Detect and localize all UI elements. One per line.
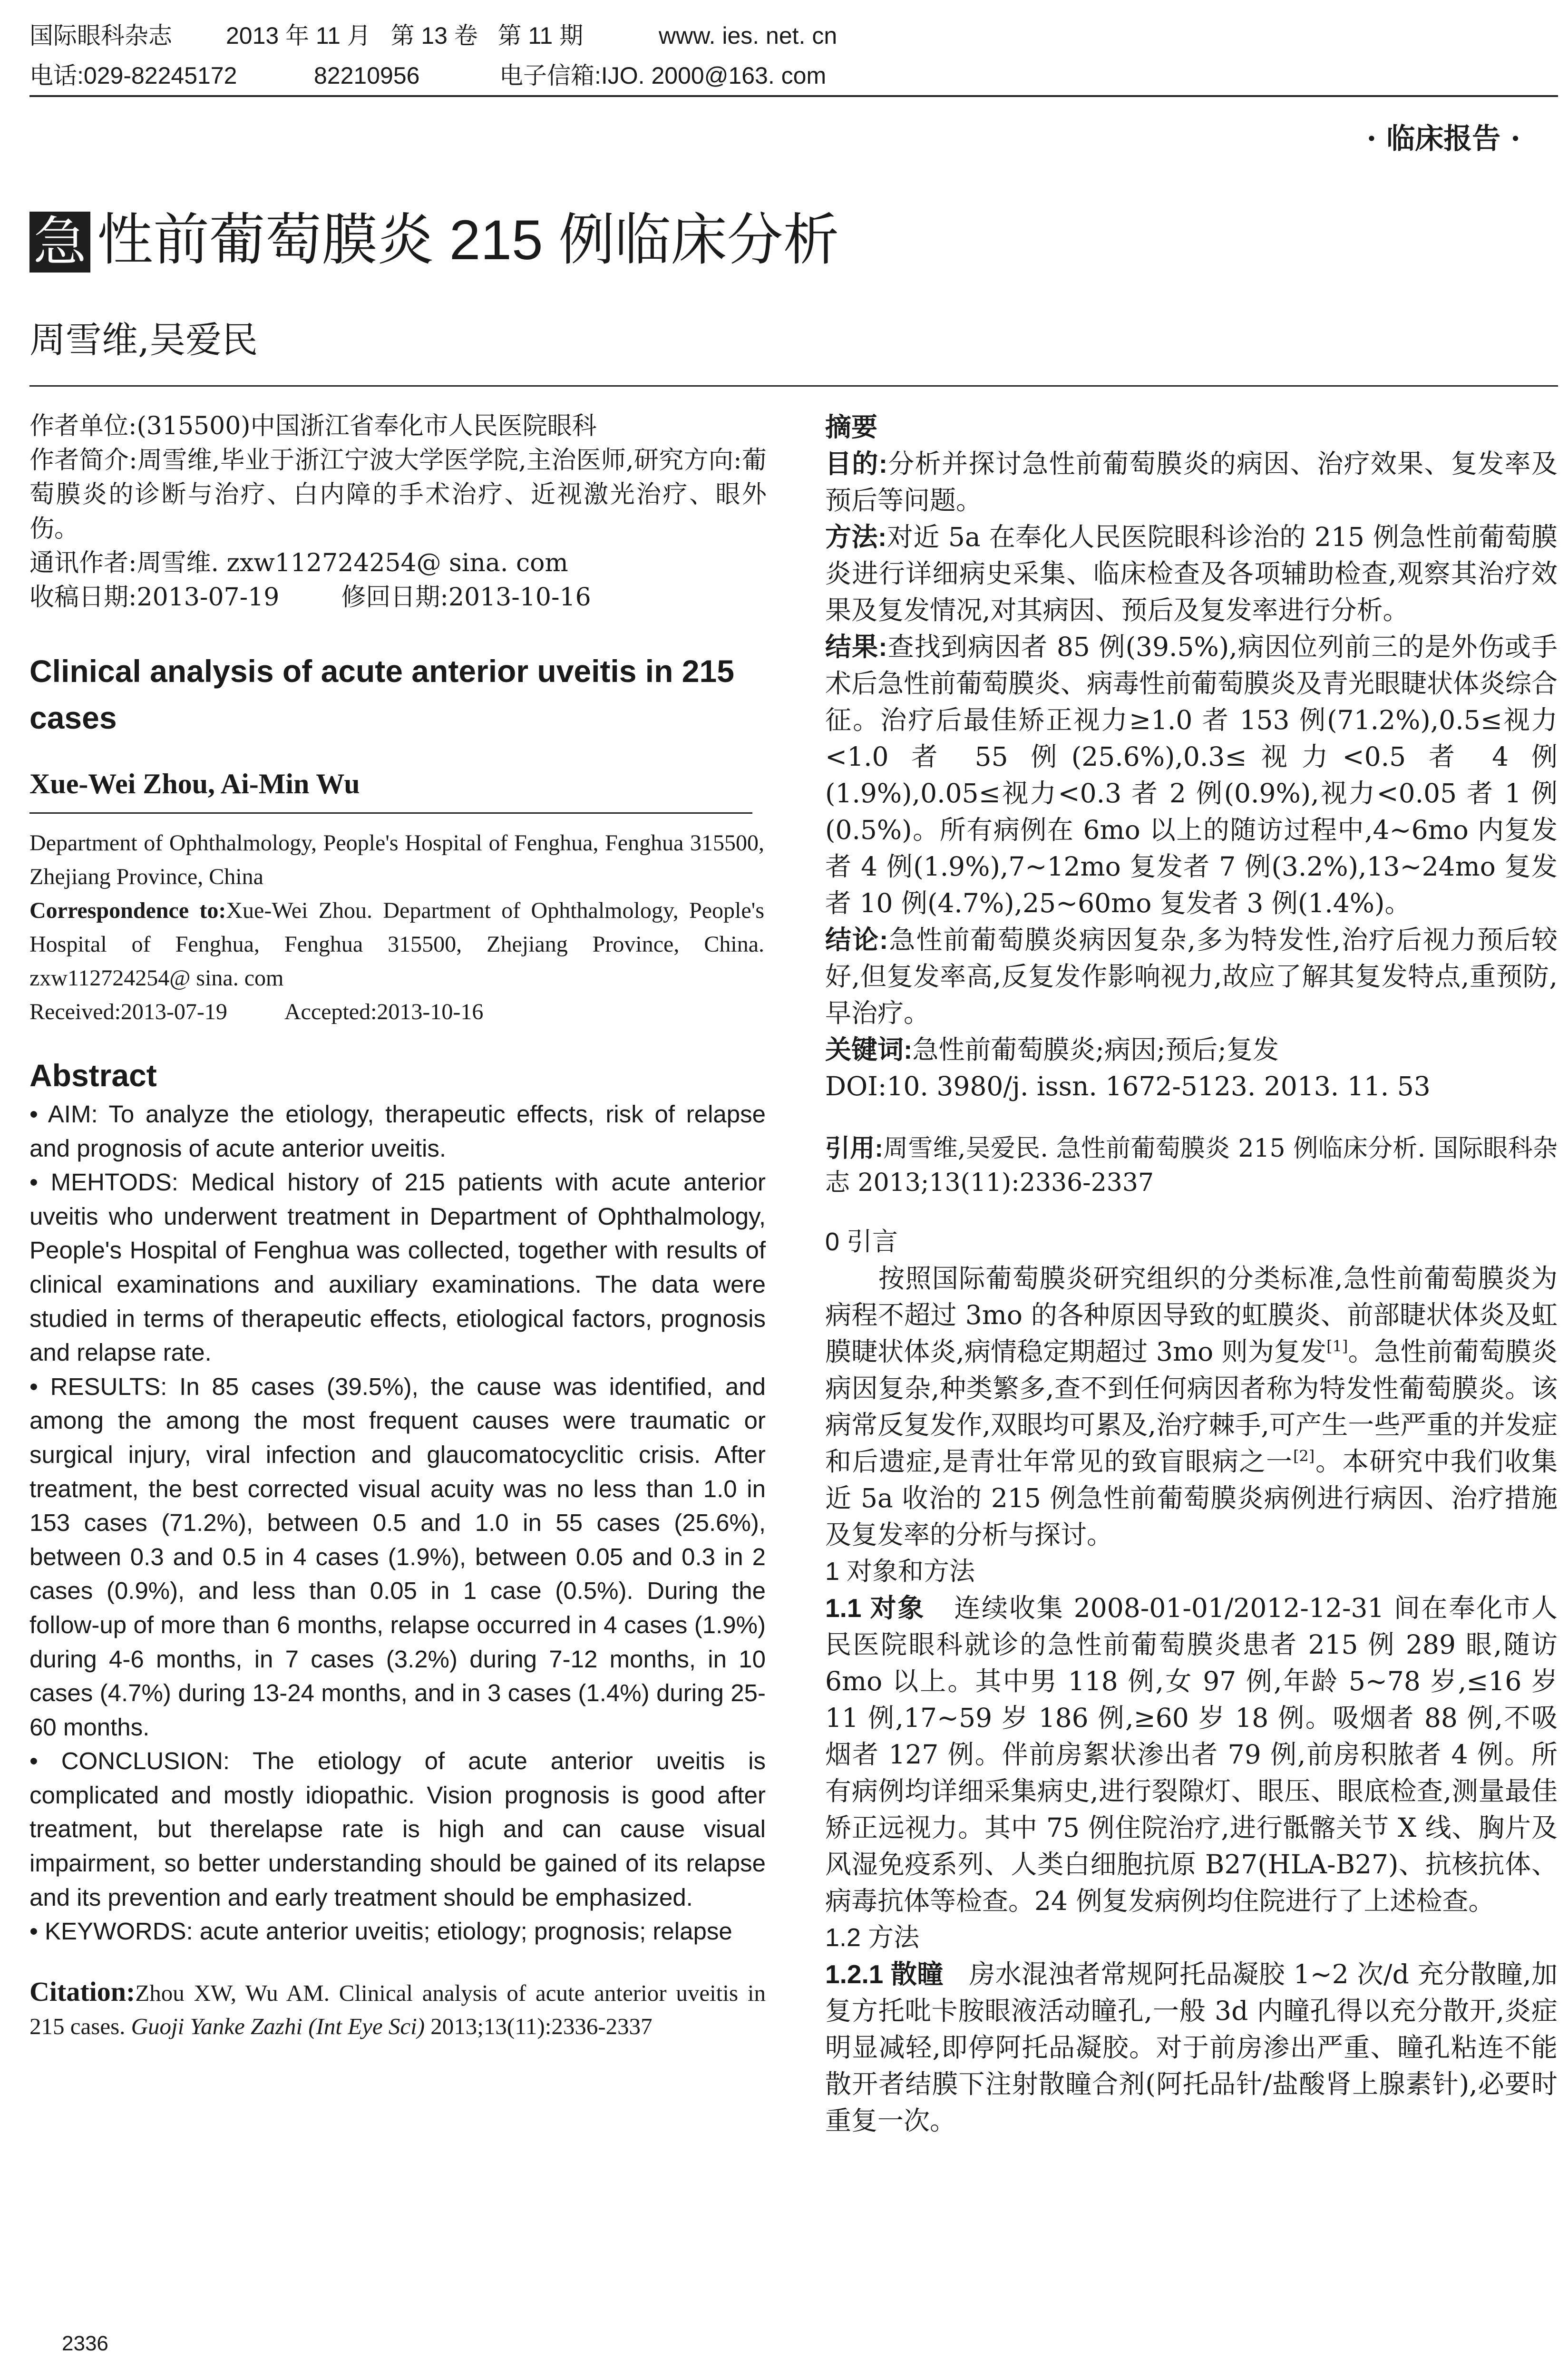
author-info [29, 409, 767, 614]
title-rule [29, 385, 1558, 387]
revised-label: 修回日期: [341, 583, 448, 612]
english-dates [29, 995, 764, 1029]
abstract-keywords: • KEYWORDS: acute anterior uveitis; etiology; prognosis; relapse [29, 1918, 732, 1945]
english-citation: Citation:Zhou XW, Wu AM. Clinical analysis of acute anterior uveitis in 215 cases. Guoji Yanke Zazhi (Int Eye Sci) 2013;13(11):2336-2337 [29, 1976, 766, 2039]
intro-heading: 0 引言 [825, 1227, 898, 1256]
received-label: 收稿日期: [29, 583, 137, 612]
section-1-1: 1.1 对象 连续收集 2008-01-01/2012-12-31 间在奉化市人民医院眼科就诊的急性前葡萄膜炎患者 215 例 289 眼,随访 6mo 以上。其中男 118 例,女 97 例,年龄 5~78 岁,≤16 岁 11 例,17~59 岁 186 例,≥60 岁 18 例。吸烟者 88 例,不吸烟者 127 例。伴前房絮状渗出者 79 例,前房积脓者 4 例。所有病例均详细采集病史,进行裂隙灯、眼压、眼底检查,测量最佳矫正远视力。其中 75 例住院治疗,进行骶髂关节 X 线、胸片及风湿免疫系列、人类白细胞抗原 B27(HLA-B27)、抗核抗体、病毒抗体等检查。24 例复发病例均住院进行了上述检查。 [825, 1593, 1558, 1916]
department: Department of Ophthalmology, People's Hospital of Fenghua, Fenghua 315500, Zhejiang Province, China [29, 830, 764, 889]
zh-keywords: 关键词:急性前葡萄膜炎;病因;预后;复发 [825, 1034, 1279, 1065]
zh-citation: 引用:周雪维,吴爱民. 急性前葡萄膜炎 215 例临床分析. 国际眼科杂志 2013;13(11):2336-2337 [825, 1134, 1558, 1197]
journal-website: www. ies. net. cn [659, 22, 838, 49]
abstract-methods: • MEHTODS: Medical history of 215 patients with acute anterior uveitis who underwent treatment in Department of Ophthalmology, People's Hospital of Fenghua was collected, together with results of clinical examinations and auxiliary examinations. The data were studied in terms of therapeutic effects, etiological factors, prognosis and relapse rate. [29, 1169, 766, 1366]
page-number: 2336 [62, 2332, 108, 2355]
ref-1[interactable]: [1] [1326, 1337, 1348, 1355]
abstract-heading: Abstract [29, 1058, 157, 1093]
page-title: 性前葡萄膜炎 215 例临床分析 [97, 209, 839, 272]
revised-date: 2013-10-16 [448, 583, 591, 612]
english-authors-rule [29, 812, 752, 814]
journal-phone-2: 82210956 [314, 62, 420, 89]
authors-zh: 周雪维,吴爱民 [29, 319, 258, 361]
journal-phone: 电话:029-82245172 [29, 62, 237, 89]
received-date: 2013-07-19 [136, 583, 280, 612]
section-1-2-heading: 1.2 方法 [825, 1923, 920, 1952]
english-abstract [29, 1097, 766, 1948]
english-correspondence: Correspondence to:Xue-Wei Zhou. Department of Ophthalmology, People's Hospital of Fenghua, Fenghua 315500, Zhejiang Province, China. zxw112724254@ sina. com [29, 898, 765, 991]
section-1-2-1: 1.2.1 散瞳 房水混浊者常规阿托品凝胶 1~2 次/d 充分散瞳,加复方托吡卡胺眼液活动瞳孔,一般 3d 内瞳孔得以充分散开,炎症明显减轻,即停阿托品凝胶。对于前房渗出严重、瞳孔粘连不能散开者结膜下注射散瞳合剂(阿托品针/盐酸肾上腺素针),必要时重复一次。 [825, 1959, 1558, 2136]
english-received: Received:2013-07-19 [29, 999, 227, 1024]
correspondence-label: Correspondence to: [29, 898, 226, 923]
author-bio: 作者简介:周雪维,毕业于浙江宁波大学医学院,主治医师,研究方向:葡萄膜炎的诊断与治疗、白内障的手术治疗、近视激光治疗、眼外伤。 [29, 446, 767, 543]
english-accepted: Accepted:2013-10-16 [284, 999, 484, 1024]
ref-2[interactable]: [2] [1293, 1447, 1315, 1465]
abstract-conclusion: • CONCLUSION: The etiology of acute anterior uveitis is complicated and mostly idiopathic. Vision prognosis is good after treatment, but therelapse rate is high and can cause visual impairment, so better understanding should be gained of its relapse and its prevention and early treatment should be emphasized. [29, 1747, 766, 1911]
section-tag: · 临床报告 · [1366, 122, 1520, 156]
abstract-results: • RESULTS: In 85 cases (39.5%), the cause was identified, and among the among the most frequent causes were traumatic or surgical injury, viral infection and glaucomatocyclitic crisis. After treatment, the best corrected visual acuity was no less than 1.0 in 153 cases (71.2%), between 0.5 and 1.0 in 55 cases (25.6%), between 0.3 and 0.5 in 4 cases (1.9%), between 0.05 and 0.3 in 2 cases (0.9%), and less than 0.05 in 1 case (0.5%). During the follow-up of more than 6 months, relapse occurred in 4 cases (1.9%) during 4-6 months, in 7 cases (3.2%) during 7-12 months, in 10 cases (4.7%) during 13-24 months, and in 3 cases (1.4%) during 25-60 months. [29, 1373, 766, 1741]
title-first-char: 急 [29, 212, 90, 273]
author-correspondence: 通讯作者:周雪维. zxw112724254@ sina. com [29, 549, 568, 577]
author-unit: 作者单位:(315500)中国浙江省奉化市人民医院眼科 [29, 412, 597, 440]
journal-name: 国际眼科杂志 [29, 22, 172, 49]
chinese-abstract [825, 409, 1558, 1105]
citation-label: Citation: [29, 1976, 136, 2007]
intro-paragraph: 按照国际葡萄膜炎研究组织的分类标准,急性前葡萄膜炎为病程不超过 3mo 的各种原因导致的虹膜炎、前部睫状体炎及虹膜睫状体炎,病情稳定期超过 3mo 则为复发[1]。急性前葡萄膜炎病因复杂,种类繁多,查不到任何病因者称为特发性葡萄膜炎。该病常反复发作,双眼均可累及,治疗棘手,可产生一些严重的并发症和后遗症,是青壮年常见的致盲眼病之一[2]。本研究中我们收集近 5a 收治的 215 例急性前葡萄膜炎病例进行病因、治疗措施及复发率的分析与探讨。 [825, 1263, 1558, 1550]
abstract-aim: • AIM: To analyze the etiology, therapeutic effects, risk of relapse and prognosis of acute anterior uveitis. [29, 1101, 766, 1162]
english-affiliation [29, 826, 764, 1029]
zh-methods: 方法:对近 5a 在奉化人民医院眼科诊治的 215 例急性前葡萄膜炎进行详细病史采集、临床检查及各项辅助检查,观察其治疗效果及复发情况,对其病因、预后及复发率进行分析。 [825, 522, 1558, 625]
journal-email: 电子信箱:IJO. 2000@163. com [499, 62, 827, 89]
section-1-heading: 1 对象和方法 [825, 1557, 975, 1586]
doi: DOI:10. 3980/j. issn. 1672-5123. 2013. 11. 53 [825, 1071, 1431, 1101]
zh-aim: 目的:分析并探讨急性前葡萄膜炎的病因、治疗效果、复发率及预后等问题。 [825, 448, 1558, 516]
abstract-heading-zh: 摘要 [825, 412, 878, 442]
left-column [29, 409, 767, 2043]
issue-info: 2013 年 11 月 第 13 卷 第 11 期 [226, 22, 584, 49]
right-column [825, 409, 1558, 2139]
english-authors: Xue-Wei Zhou, Ai-Min Wu [29, 768, 360, 799]
zh-results: 结果:查找到病因者 85 例(39.5%),病因位列前三的是外伤或手术后急性前葡萄膜炎、病毒性前葡萄膜炎及青光眼睫状体炎综合征。治疗后最佳矫正视力≥1.0 者 153 例(71.2%),0.5≤视力<1.0 者 55 例(25.6%),0.3≤视力<0.5 者 4 例(1.9%),0.05≤视力<0.3 者 2 例(0.9%),视力<0.05 者 1 例(0.5%)。所有病例在 6mo 以上的随访过程中,4~6mo 内复发者 4 例(1.9%),7~12mo 复发者 7 例(3.2%),13~24mo 复发者 10 例(4.7%),25~60mo 复发者 3 例(1.4%)。 [825, 632, 1558, 918]
article-body [825, 1224, 1558, 2139]
received-line [29, 580, 767, 614]
zh-conclusion: 结论:急性前葡萄膜炎病因复杂,多为特发性,治疗后视力预后较好,但复发率高,反复发作影响视力,故应了解其复发特点,重预防,早治疗。 [825, 925, 1558, 1028]
english-title: Clinical analysis of acute anterior uveitis in 215 cases [29, 653, 734, 735]
header-rule [29, 95, 1558, 97]
citation-journal: Guoji Yanke Zazhi (Int Eye Sci) [131, 2013, 425, 2039]
